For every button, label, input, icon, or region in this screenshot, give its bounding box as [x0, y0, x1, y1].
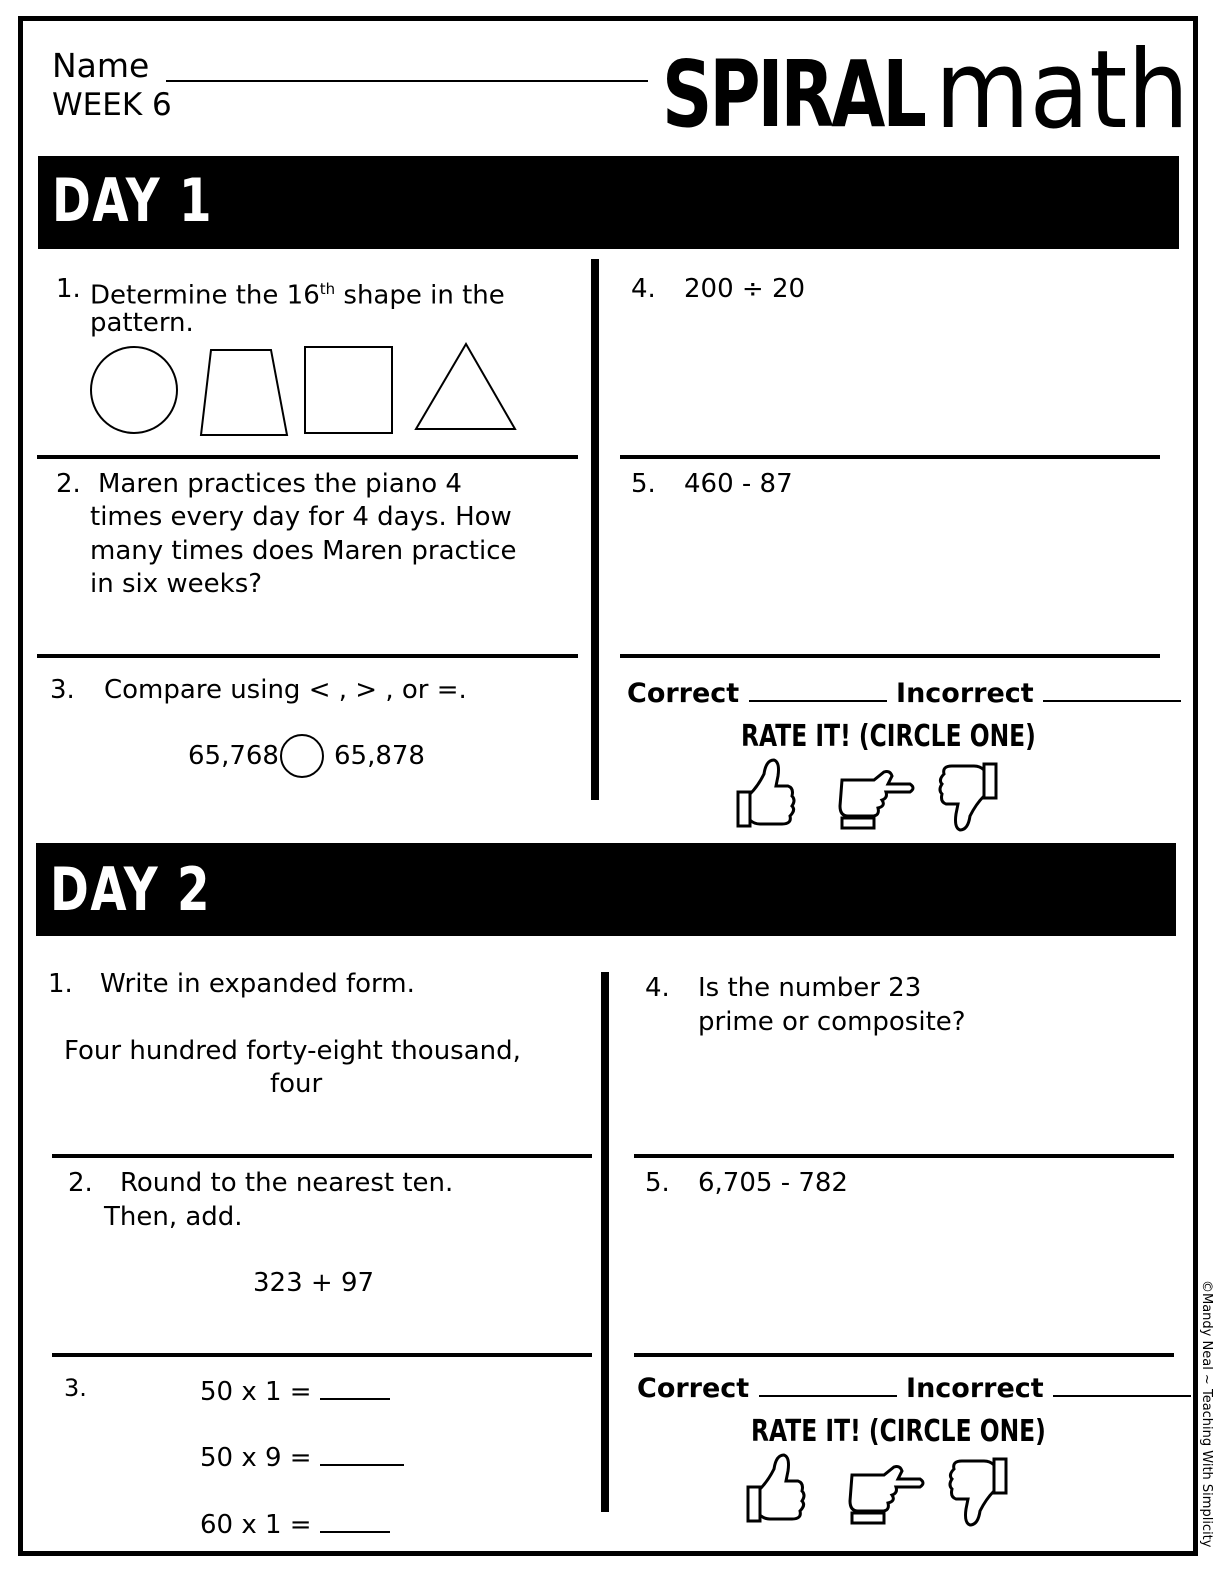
day2-banner [36, 843, 1176, 936]
incorrect-blank[interactable] [1043, 700, 1181, 702]
day1-q5-text: 460 - 87 [684, 469, 793, 499]
day1-divider [591, 259, 599, 800]
thumbs-up-icon[interactable] [730, 756, 796, 832]
correct-blank[interactable] [759, 1395, 897, 1397]
week-label: WEEK 6 [52, 87, 172, 123]
day2-q5-text: 6,705 - 782 [698, 1168, 848, 1198]
day1-rule-right-1 [620, 455, 1160, 459]
day2-q3-number: 3. [64, 1374, 87, 1402]
day2-rate-label: RATE IT! (CIRCLE ONE) [751, 1414, 1046, 1449]
day2-q2-text-a: Round to the nearest ten. [120, 1168, 454, 1198]
trapezoid-shape [201, 350, 287, 435]
answer-blank[interactable] [320, 1464, 404, 1466]
day1-q3-right-value: 65,878 [334, 741, 425, 771]
day2-q1-line-a: Four hundred forty-eight thousand, [64, 1036, 521, 1066]
answer-blank[interactable] [320, 1398, 390, 1400]
day1-banner [38, 156, 1179, 249]
name-label: Name [52, 46, 150, 85]
day1-q3-text: Compare using < , > , or =. [104, 675, 467, 705]
day2-title: DAY 2 [50, 855, 212, 925]
day2-q4-text-a: Is the number 23 [698, 973, 922, 1003]
day2-q3-row-3: 60 x 1 = [200, 1508, 390, 1542]
day2-q4-text-b: prime or composite? [698, 1007, 966, 1037]
day1-q2-line-1: Maren practices the piano 4 [98, 469, 462, 499]
day2-q3-row-1: 50 x 1 = [200, 1375, 390, 1409]
day2-q4-number: 4. [645, 973, 670, 1003]
thumbs-up-icon[interactable] [740, 1451, 806, 1527]
day1-q2-number: 2. [56, 469, 81, 499]
day1-rule-right-2 [620, 654, 1160, 658]
day1-score [627, 677, 1181, 711]
day1-q4-text: 200 ÷ 20 [684, 274, 806, 304]
logo-math: math [935, 28, 1189, 153]
day1-title: DAY 1 [52, 166, 214, 236]
day1-q1-text: Determine the 16th shape in the [90, 280, 505, 311]
day2-q2-expr: 323 + 97 [253, 1268, 375, 1298]
incorrect-blank[interactable] [1053, 1395, 1191, 1397]
day2-q1-line-b: four [270, 1069, 323, 1099]
answer-blank[interactable] [320, 1531, 390, 1533]
day2-rule-left-1 [52, 1154, 592, 1158]
square-shape [305, 347, 392, 433]
day1-q2-line-2: times every day for 4 days. How [90, 502, 512, 532]
day2-rule-right-2 [634, 1353, 1174, 1357]
day1-q4-number: 4. [631, 274, 656, 304]
thumbs-sideways-icon[interactable] [846, 1461, 926, 1525]
day2-divider [601, 972, 609, 1512]
day1-rule-left-1 [37, 455, 578, 459]
day2-rule-right-1 [634, 1154, 1174, 1158]
compare-circle[interactable] [279, 733, 325, 779]
pattern-shapes [85, 338, 525, 440]
day2-q2-number: 2. [68, 1168, 93, 1198]
day2-q5-number: 5. [645, 1168, 670, 1198]
day2-q1-text: Write in expanded form. [100, 969, 415, 999]
correct-label: Correct [637, 1373, 750, 1404]
day1-q3-number: 3. [50, 675, 75, 705]
day2-rule-left-2 [52, 1353, 592, 1357]
thumbs-sideways-icon[interactable] [836, 766, 916, 830]
day1-q3-left-value: 65,768 [188, 741, 279, 771]
day2-q1-number: 1. [48, 969, 73, 999]
name-field[interactable] [166, 80, 648, 82]
day2-q2-text-b: Then, add. [104, 1202, 243, 1232]
day1-q1-number: 1. [56, 274, 81, 304]
day1-rule-left-2 [37, 654, 578, 658]
day2-score [637, 1372, 1191, 1406]
incorrect-label: Incorrect [906, 1373, 1044, 1404]
circle-shape [91, 347, 177, 433]
day1-q1-text-2: pattern. [90, 308, 194, 338]
day1-q2-line-3: many times does Maren practice [90, 536, 517, 566]
correct-label: Correct [627, 678, 740, 709]
day1-q2-line-4: in six weeks? [90, 569, 263, 599]
thumbs-down-icon[interactable] [948, 1455, 1014, 1535]
correct-blank[interactable] [749, 700, 887, 702]
triangle-shape [416, 344, 515, 429]
day1-q5-number: 5. [631, 469, 656, 499]
day1-rate-label: RATE IT! (CIRCLE ONE) [741, 719, 1036, 754]
thumbs-down-icon[interactable] [938, 760, 1004, 840]
logo-spiral: SPIRAL [662, 41, 924, 148]
copyright-credit: ©Mandy Neal ~ Teaching With Simplicity [1199, 1280, 1214, 1548]
incorrect-label: Incorrect [896, 678, 1034, 709]
day2-q3-row-2: 50 x 9 = [200, 1441, 404, 1475]
